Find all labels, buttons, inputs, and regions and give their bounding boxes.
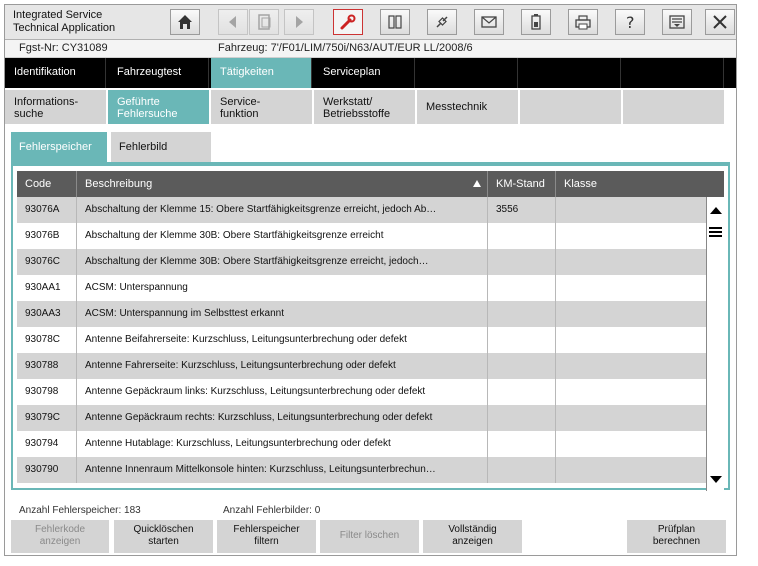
- cell-klasse: [556, 353, 706, 379]
- fehlerspeicher-filtern-button[interactable]: [217, 520, 316, 553]
- vehicle-info-bar: [5, 40, 736, 58]
- sub-tabs: [5, 90, 736, 124]
- app-title-line1: Integrated Service: [13, 9, 103, 21]
- cell-code: 930AA3: [17, 301, 77, 327]
- subtab-gefuehrte-fehlersuche[interactable]: [108, 90, 209, 124]
- column-header-klasse[interactable]: Klasse: [564, 178, 598, 190]
- cell-code: 93078C: [17, 327, 77, 353]
- back-icon: [224, 13, 242, 31]
- table-row[interactable]: [17, 457, 706, 483]
- cell-code: 93076B: [17, 223, 77, 249]
- cell-klasse: [556, 223, 706, 249]
- button-label-line1: Filter löschen: [339, 530, 400, 541]
- cell-klasse: [556, 249, 706, 275]
- button-label-line1: Quicklöschen: [133, 524, 194, 535]
- forward-icon: [290, 13, 308, 31]
- button-label-line1: Fehlerkode: [34, 524, 86, 535]
- subtab-label-line1: Messtechnik: [426, 101, 488, 113]
- cell-klasse: [556, 431, 706, 457]
- table-row[interactable]: [17, 223, 706, 249]
- sort-ascending-icon: [473, 180, 481, 187]
- header-corner: [706, 171, 724, 197]
- plug-button[interactable]: [427, 9, 457, 35]
- cell-beschreibung: Antenne Gepäckraum links: Kurzschluss, Leitungsunterbrechung oder defekt: [77, 379, 488, 405]
- tab-empty-2: [520, 58, 621, 88]
- print-button[interactable]: [568, 9, 598, 35]
- cell-km-stand: [488, 223, 556, 249]
- cell-beschreibung: Antenne Gepäckraum rechts: Kurzschluss, Leitungsunterbrechung oder defekt: [77, 405, 488, 431]
- table-row[interactable]: [17, 431, 706, 457]
- scroll-down-icon[interactable]: [710, 476, 722, 483]
- button-label-line2: starten: [148, 536, 179, 547]
- tab-taetigkeiten[interactable]: Tätigkeiten: [211, 58, 312, 88]
- svg-text:?: ?: [626, 13, 635, 31]
- anzahl-fehlerspeicher: Anzahl Fehlerspeicher: 183: [19, 505, 141, 516]
- cell-km-stand: [488, 405, 556, 431]
- table-row[interactable]: [17, 353, 706, 379]
- table-row[interactable]: [17, 379, 706, 405]
- home-icon: [176, 13, 194, 31]
- tab-identifikation[interactable]: Identifikation: [5, 58, 106, 88]
- cell-beschreibung: Abschaltung der Klemme 30B: Obere Startfähigkeitsgrenze erreicht: [77, 223, 488, 249]
- button-label-line2: filtern: [254, 536, 279, 547]
- cell-klasse: [556, 405, 706, 431]
- subtab-label-line1: Informations-: [14, 96, 79, 108]
- cell-beschreibung: Antenne Fahrerseite: Kurzschluss, Leitungsunterbrechung oder defekt: [77, 353, 488, 379]
- table-row[interactable]: [17, 249, 706, 275]
- cell-km-stand: [488, 249, 556, 275]
- mail-button[interactable]: [474, 9, 504, 35]
- subtab-informationssuche[interactable]: [5, 90, 106, 124]
- cell-km-stand: [488, 379, 556, 405]
- cell-code: 93076C: [17, 249, 77, 275]
- table-body: [17, 197, 706, 483]
- compare-button[interactable]: [380, 9, 410, 35]
- table-row[interactable]: [17, 197, 706, 223]
- table-row[interactable]: [17, 405, 706, 431]
- document-icon: [255, 13, 273, 31]
- fehlerspeicher-panel: [11, 162, 730, 490]
- print-icon: [574, 13, 592, 31]
- cell-beschreibung: Abschaltung der Klemme 30B: Obere Startfähigkeitsgrenze erreicht, jedoch…: [77, 249, 488, 275]
- button-label-line1: Vollständig: [448, 524, 497, 535]
- fehlerkode-anzeigen-button[interactable]: [11, 520, 109, 553]
- anzahl-fehlerbilder: Anzahl Fehlerbilder: 0: [223, 505, 321, 516]
- vollstaendig-anzeigen-button[interactable]: [423, 520, 522, 553]
- subtab-label-line1: Service-: [220, 96, 261, 108]
- back-button[interactable]: [218, 9, 248, 35]
- button-label-line1: Fehlerspeicher: [233, 524, 300, 535]
- cell-km-stand: [488, 353, 556, 379]
- cell-klasse: [556, 301, 706, 327]
- close-button[interactable]: [705, 9, 735, 35]
- button-label-line1: Prüfplan: [657, 524, 696, 535]
- fgst-nr-label: Fgst-Nr: CY31089: [19, 42, 108, 54]
- tab-serviceplan[interactable]: Serviceplan: [314, 58, 415, 88]
- cell-code: 93076A: [17, 197, 77, 223]
- close-icon: [711, 13, 729, 31]
- scroll-up-icon[interactable]: [710, 207, 722, 214]
- column-header-km-stand[interactable]: KM-Stand: [488, 171, 556, 197]
- column-header-beschreibung[interactable]: [77, 171, 488, 197]
- button-label-line2: anzeigen: [452, 536, 493, 547]
- forward-button[interactable]: [284, 9, 314, 35]
- subtab-label-line2: suche: [14, 108, 44, 120]
- cell-klasse: [556, 327, 706, 353]
- plug-icon: [433, 13, 451, 31]
- subtab-label-line2: Betriebsstoffe: [323, 108, 391, 120]
- table-row[interactable]: [17, 327, 706, 353]
- cell-beschreibung: Antenne Hutablage: Kurzschluss, Leitungsunterbrechung oder defekt: [77, 431, 488, 457]
- cell-km-stand: [488, 275, 556, 301]
- pruefplan-berechnen-button[interactable]: [627, 520, 726, 553]
- wrench-button[interactable]: [333, 9, 363, 35]
- button-label-line2: berechnen: [652, 536, 701, 547]
- cell-km-stand: [488, 301, 556, 327]
- subtab-empty-2: [623, 90, 724, 124]
- document-button[interactable]: [249, 9, 279, 35]
- fahrzeug-label: Fahrzeug: 7'/F01/LIM/750i/N63/AUT/EUR LL/2008/6: [218, 42, 473, 54]
- cell-code: 930794: [17, 431, 77, 457]
- app-window: [4, 4, 737, 556]
- battery-button[interactable]: [521, 9, 551, 35]
- cell-code: 930788: [17, 353, 77, 379]
- quickloeschen-starten-button[interactable]: [114, 520, 213, 553]
- help-button[interactable]: [615, 9, 645, 35]
- tab-empty-3: [623, 58, 724, 88]
- menu-icon: [668, 13, 686, 31]
- subtab-label-line2: Fehlersuche: [117, 108, 178, 120]
- cell-km-stand: 3556: [488, 197, 556, 223]
- tab-fehlerbild[interactable]: Fehlerbild: [111, 132, 211, 162]
- cell-klasse: [556, 275, 706, 301]
- app-title: [13, 9, 115, 35]
- subtab-servicefunktion[interactable]: [211, 90, 312, 124]
- cell-code: 93079C: [17, 405, 77, 431]
- app-title-line2: Technical Application: [13, 22, 116, 34]
- cell-beschreibung: ACSM: Unterspannung im Selbsttest erkannt: [77, 301, 488, 327]
- table-row[interactable]: [17, 275, 706, 301]
- battery-icon: [527, 13, 545, 31]
- subtab-label-line1: Werkstatt/: [323, 96, 373, 108]
- menu-button[interactable]: [662, 9, 692, 35]
- subtab-messtechnik[interactable]: [417, 90, 518, 124]
- cell-beschreibung: Antenne Innenraum Mittelkonsole hinten: Kurzschluss, Leitungsunterbrechun…: [77, 457, 488, 483]
- tab-empty-1: [417, 58, 518, 88]
- table-row[interactable]: [17, 301, 706, 327]
- subtab-label-line2: funktion: [220, 108, 259, 120]
- cell-beschreibung: Abschaltung der Klemme 15: Obere Startfähigkeitsgrenze erreicht, jedoch Ab…: [77, 197, 488, 223]
- table-header: [17, 171, 706, 197]
- cell-km-stand: [488, 431, 556, 457]
- fault-table: [17, 171, 724, 491]
- toolbar: [5, 5, 736, 40]
- button-label-line2: anzeigen: [39, 536, 81, 547]
- vertical-scrollbar[interactable]: [706, 197, 724, 491]
- cell-code: 930AA1: [17, 275, 77, 301]
- tab-fahrzeugtest[interactable]: Fahrzeugtest: [108, 58, 209, 88]
- column-header-code[interactable]: Code: [17, 171, 77, 197]
- cell-klasse: [556, 457, 706, 483]
- home-button[interactable]: [170, 9, 200, 35]
- mail-icon: [480, 13, 498, 31]
- cell-beschreibung: Antenne Beifahrerseite: Kurzschluss, Leitungsunterbrechung oder defekt: [77, 327, 488, 353]
- tab-fehlerspeicher[interactable]: Fehlerspeicher: [11, 132, 107, 162]
- cell-code: 930798: [17, 379, 77, 405]
- subtab-label-line1: Geführte: [117, 96, 160, 108]
- main-tabs: [5, 58, 736, 88]
- cell-klasse: [556, 379, 706, 405]
- wrench-icon: [339, 13, 357, 31]
- column-header-label: Beschreibung: [85, 178, 153, 190]
- scroll-thumb[interactable]: [709, 227, 722, 239]
- cell-beschreibung: ACSM: Unterspannung: [77, 275, 488, 301]
- cell-km-stand: [488, 327, 556, 353]
- filter-loeschen-button[interactable]: [320, 520, 419, 553]
- subtab-werkstatt-betriebsstoffe[interactable]: [314, 90, 415, 124]
- cell-klasse: [556, 197, 706, 223]
- help-icon: [621, 13, 639, 31]
- cell-code: 930790: [17, 457, 77, 483]
- cell-km-stand: [488, 457, 556, 483]
- compare-icon: [386, 13, 404, 31]
- subtab-empty-1: [520, 90, 621, 124]
